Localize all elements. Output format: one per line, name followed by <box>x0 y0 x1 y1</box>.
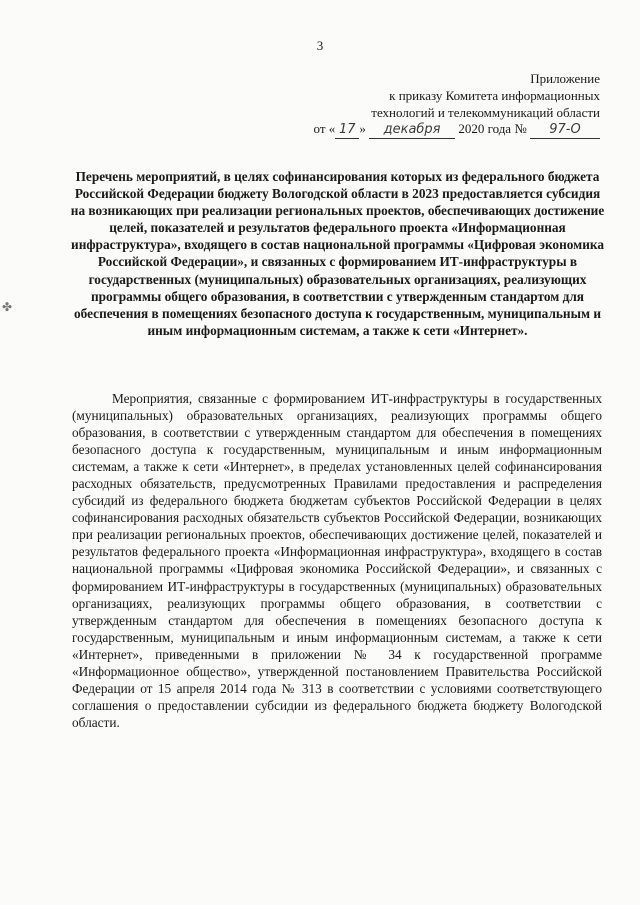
number-sign: № <box>514 121 527 136</box>
page-number: 3 <box>316 38 324 53</box>
appendix-order-ref: к приказу Комитета информационных <box>389 88 600 103</box>
body-paragraph: Мероприятия, связанные с формированием ИТ-инфраструктуры в государственных (муниципальных) образовательных организациях, реализующих программы общего образования, в соответствии с утвержденным стандартом для обеспечения в помещениях безопасного доступа к государственным, муниципальным и иным информационным системам, а также к сети «Интернет», в пределах установленных целей софинансирования расходных обязательств, предусмотренных Правилами предоставления и распределения субсидий из федерального бюджета бюджетам субъектов Российской Федерации в целях софинансирования расходных обязательств субъектов Российской Федерации, возникающих при реализации региональных проектов, обеспечивающих достижение целей, показателей и результатов федерального проекта «Информационная инфраструктура», входящего в состав национальной программы «Цифровая экономика Российской Федерации», и связанных с формированием ИТ-инфраструктуры в государственных (муниципальных) образовательных организациях, реализующих программы общего образования, в соответствии с утвержденным стандартом для обеспечения в помещениях безопасного доступа к государственным, муниципальным и иным информационным системам, а также к сети «Интернет», приведенными в приложении № 34 к государственной программе «Информационное общество», утвержденной постановлением Правительства Российской Федерации от 15 апреля 2014 года № 313 в соответствии с условиями соответствующего соглашения о предоставлении субсидии из федерального бюджета бюджету Вологодской области. <box>72 391 602 730</box>
date-quote-close: » <box>359 121 366 136</box>
date-year: 2020 года <box>458 121 512 136</box>
appendix-committee: технологий и телекоммуникаций области <box>371 105 600 120</box>
appendix-header <box>240 70 600 121</box>
handwritten-month: декабря <box>369 121 455 139</box>
handwritten-order-number: 97-О <box>530 121 600 139</box>
order-date-line <box>240 120 600 139</box>
date-prefix: от « <box>313 121 336 136</box>
handwritten-day: 17 <box>335 121 359 139</box>
binding-mark-icon: ✤ <box>2 300 13 314</box>
appendix-label: Приложение <box>530 71 600 86</box>
document-title: Перечень мероприятий, в целях софинансирования которых из федерального бюджета Российской Федерации бюджету Вологодской области в 2023 предоставляется субсидия на возникающих при реализации региональных проектов, обеспечивающих достижение целей, показателей и результатов федерального проекта «Информационная инфраструктура», входящего в состав национальной программы «Цифровая экономика Российской Федерации», и связанных с формированием ИТ-инфраструктуры в государственных (муниципальных) образовательных организациях, реализующих программы общего образования, в соответствии с утвержденным стандартом для обеспечения в помещениях безопасного доступа к государственным, муниципальным и иным информационным системам, а также к сети «Интернет». <box>70 169 605 338</box>
